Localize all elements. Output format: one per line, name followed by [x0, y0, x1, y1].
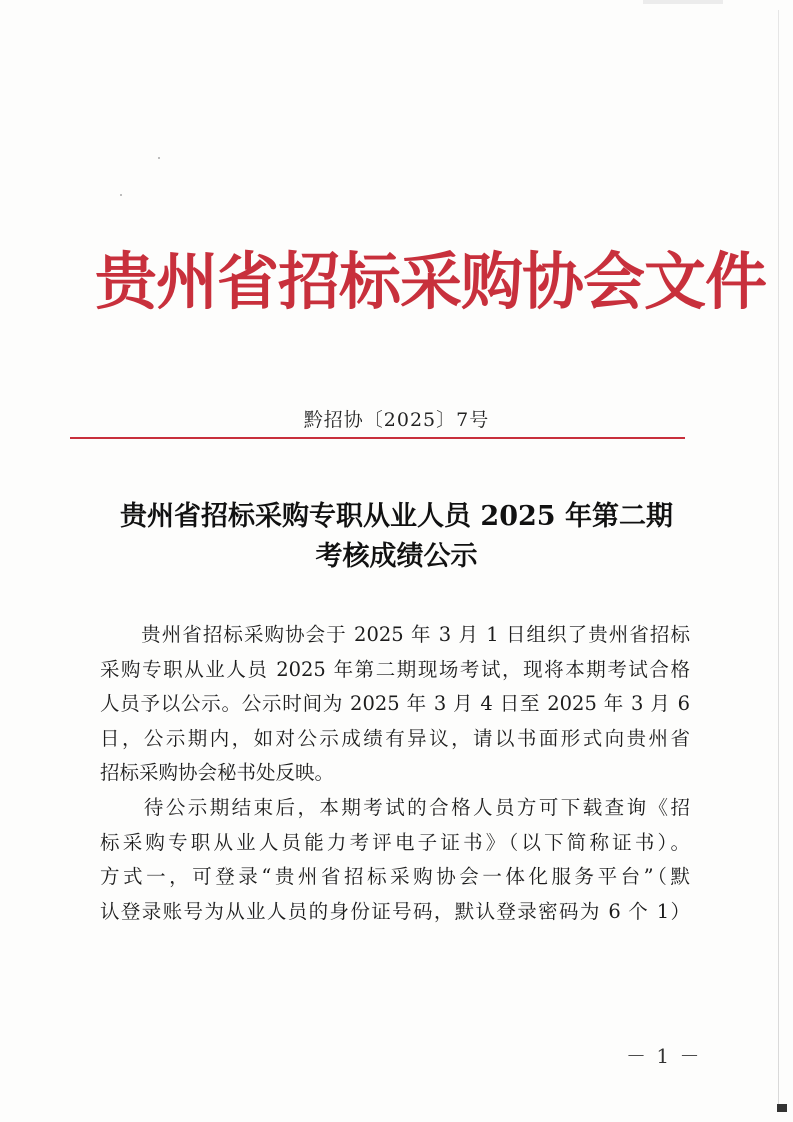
scan-speck [120, 194, 122, 196]
body-line: 标采购专职从业人员能力考评电子证书》（以下简称证书）。 [100, 830, 690, 854]
body-line: 待公示期结束后，本期考试的合格人员方可下载查询《招 [100, 795, 690, 819]
body-line: 日，公示期内，如对公示成绩有异议，请以书面形式向贵州省 [100, 726, 690, 750]
body-line: 招标采购协会秘书处反映。 [100, 761, 335, 785]
red-divider-line [70, 437, 685, 439]
masthead: 贵州省招标采购协会文件 [95, 245, 767, 318]
scan-corner-mark [777, 1104, 787, 1112]
body-line: 认登录账号为从业人员的身份证号码，默认登录密码为 6 个 1） [100, 899, 690, 923]
document-number: 黔招协〔2025〕7号 [303, 409, 490, 431]
body-text [100, 618, 690, 929]
scan-mark [643, 0, 723, 4]
document-title [0, 497, 793, 577]
body-line: 贵州省招标采购协会于 2025 年 3 月 1 日组织了贵州省招标 [100, 623, 690, 646]
scan-speck [158, 157, 160, 159]
body-line: 采购专职从业人员 2025 年第二期现场考试，现将本期考试合格 [100, 657, 690, 681]
page-number: － 1 － [626, 1044, 702, 1068]
body-line: 方式一，可登录“贵州省招标采购协会一体化服务平台”（默 [100, 865, 690, 889]
title-line: 贵州省招标采购专职从业人员 2025 年第二期 [120, 501, 673, 532]
body-line: 人员予以公示。公示时间为 2025 年 3 月 4 日至 2025 年 3 月 6 [100, 692, 690, 716]
title-line: 考核成绩公示 [315, 541, 478, 572]
